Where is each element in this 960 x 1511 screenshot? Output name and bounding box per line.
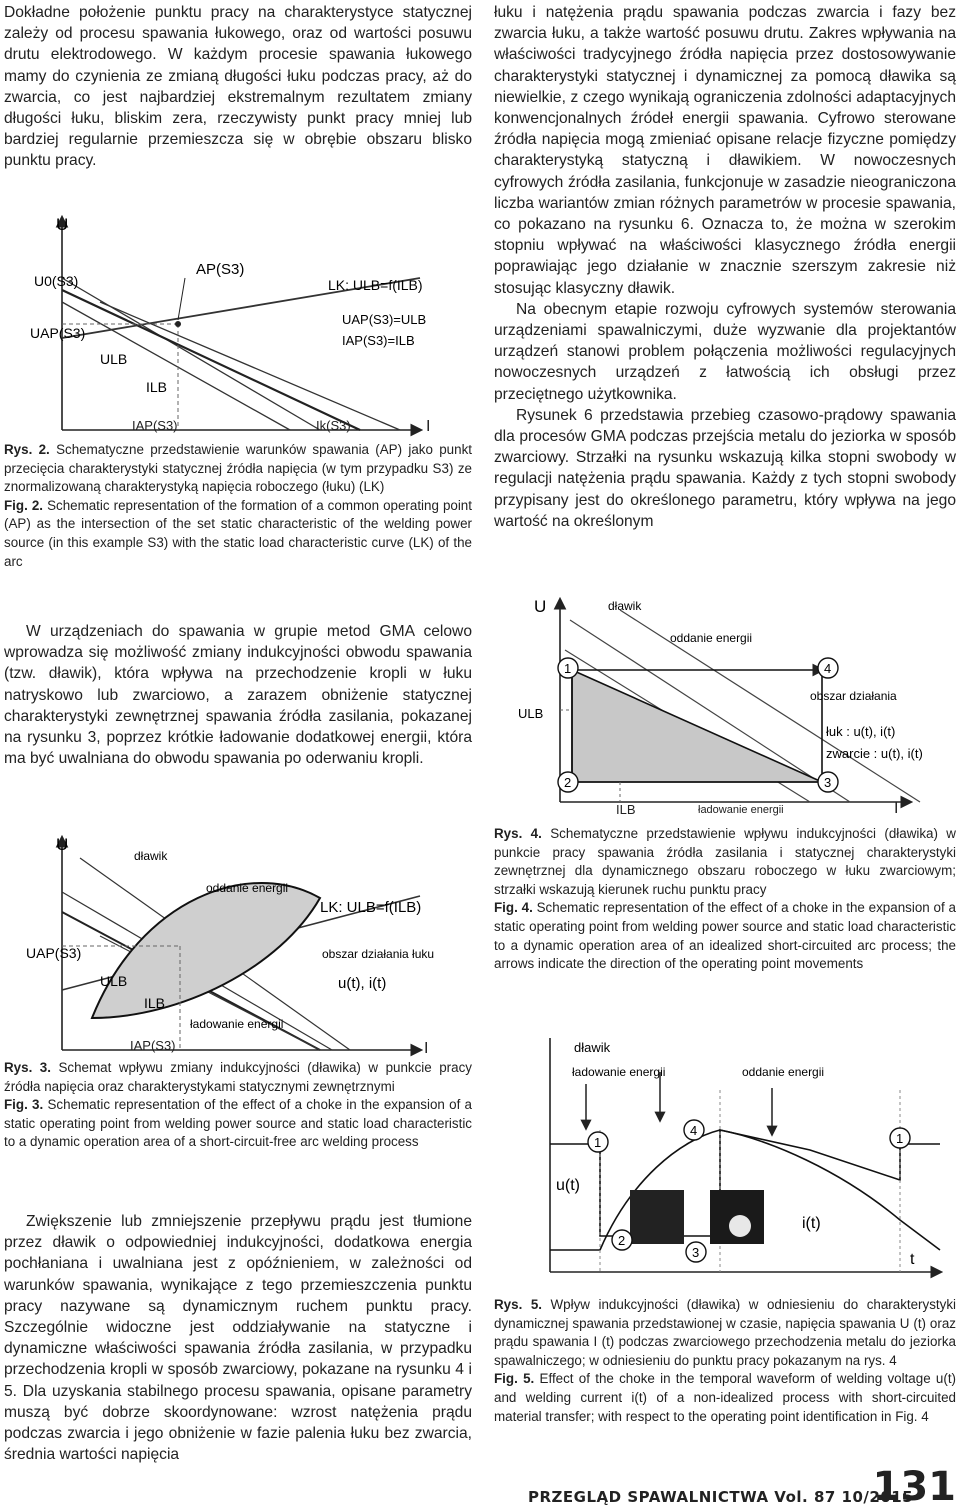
right-paragraph-2: Na obecnym etapie rozwoju cyfrowych systemów sterowania urządzeniami spawalniczymi, duże wyzwanie dla projektantów urządzeń stanowi problem połączenia możliwości regulacyjnych nowoczesnych urządzeń z łatwością ich obsługi przez przeciętnego użytkownika.: [494, 300, 956, 403]
fig4-cap-pl-num: Rys. 4.: [494, 826, 542, 841]
marker-1-text: 1: [594, 1135, 602, 1150]
fig2-cap-pl: Schematyczne przedstawienie warunków spawania (AP) jako punkt przecięcia charakterystyki statycznej źródła napięcia (w tym przypadku S3) ze znormalizowaną charakterystyką napięcia roboczego (łuku) (LK): [4, 442, 472, 495]
label-ulb: ULB: [100, 973, 128, 989]
fig4-cap-pl: Schematyczne przedstawienie wpływu indukcyjności (dławika) w punkcie pracy spawania źródła zasilania i statycznej charakterystyki zewnętrznej dla dynamicznego obszaru roboczego w łuku zwarciowym; strzałki wskazują kierunek ruchu punktu pracy: [494, 826, 956, 897]
operating-point-ap: [175, 321, 181, 327]
label-luk: łuk : u(t), i(t): [826, 724, 896, 739]
label-t: t: [910, 1251, 915, 1268]
fig3-cap-en: Schematic representation of the effect of a choke in the expansion of a static operating point from welding power source and static load characteristic to a dynamic operation area of a short-circuit-free arc welding process: [4, 1097, 472, 1150]
label-uap: UAP(S3): [26, 945, 82, 961]
photo-arc-1: [630, 1190, 684, 1244]
label-zwarcie: zwarcie : u(t), i(t): [826, 746, 923, 761]
fig5-cap-en-num: Fig. 5.: [494, 1371, 535, 1387]
label-u: U: [534, 597, 547, 616]
right-paragraph-3: Rysunek 6 przedstawia przebieg czasowo-prądowy spawania dla procesów GMA podczas przejścia metalu do jeziorka w sposób zwarciowy. Strzałki na rysunku wskazują kilka stopni swobody w regulacji natężenia prądu spawania. Każdy z tych stopni swobody przypisany jest do określonego parametru, który wpływa na jego wartość na określonym: [494, 406, 956, 530]
label-ilb: ILB: [616, 802, 636, 817]
label-ik: Ik(S3): [316, 418, 351, 433]
label-u0: U0(S3): [34, 273, 79, 289]
left-paragraph-1-block: [4, 2, 472, 172]
label-ut: u(t): [556, 1177, 580, 1194]
page-footer: [528, 1464, 958, 1510]
label-it: i(t): [802, 1215, 821, 1232]
left-paragraph-2-block: [4, 621, 472, 769]
label-lk: LK: ULB=f(ILB): [320, 899, 422, 916]
page-number: 131: [872, 1464, 956, 1510]
fig5-cap-pl: Wpływ indukcyjności (dławika) w odniesieniu do charakterystyki dynamicznej spawania przedstawionej w czasie, napięcia spawania U (t) oraz prądu spawania I (t) podczas zwarciowego przechodzenia metalu do jeziorka spawalniczego; w odniesieniu do punktu pracy pokazanym na rys. 4: [494, 1297, 956, 1368]
fig4-caption: [494, 825, 956, 974]
label-lk: LK: ULB=f(ILB): [328, 277, 423, 293]
label-ui: u(t), i(t): [338, 975, 387, 992]
label-u: U: [56, 835, 69, 854]
figure-4-diagram: [510, 590, 955, 820]
fig5-cap-en: Effect of the choke in the temporal waveform of welding voltage u(t) and welding current i(t) of a non-idealized process with short-circuited material transfer; with respect to the operating point identification in Fig. 4: [494, 1371, 956, 1424]
label-ladowanie: ładowanie energii: [572, 1065, 666, 1079]
journal-title: PRZEGLĄD SPAWALNICTWA Vol. 87 10/2015: [528, 1488, 914, 1506]
label-obszar: obszar działania: [810, 689, 897, 703]
label-eq1: UAP(S3)=ULB: [342, 312, 427, 327]
fig2-cap-en: Schematic representation of the formation of a common operating point (AP) as the intersection of the set static characteristic of the welding power source (in this example S3) with the static load characteristic curve (LK) of the arc: [4, 497, 472, 569]
figure-2-diagram: [20, 198, 460, 438]
label-oddanie: oddanie energii: [206, 881, 289, 895]
operation-area-lens: [92, 883, 320, 1018]
label-i: I: [426, 418, 431, 435]
marker-3-text: 3: [692, 1245, 700, 1260]
arc-glow: [729, 1215, 751, 1237]
fig4-cap-en: Schematic representation of the effect of a choke in the expansion of a static operating point from welding power source and static load characteristic to a dynamic operation area of an idealized short-circuited arc process; the arrows indicate the direction of the operating point movements: [494, 900, 956, 972]
fig2-cap-en-num: Fig. 2.: [4, 497, 44, 513]
marker-4-text: 4: [824, 661, 832, 676]
fig3-cap-pl: Schemat wpływu zmiany indukcyjności (dławika) w punkcie pracy źródła napięcia oraz charakterystykami statycznymi zewnętrznymi: [4, 1060, 472, 1094]
fig3-caption: [4, 1059, 472, 1152]
fig5-cap-pl-num: Rys. 5.: [494, 1297, 542, 1312]
fig4-cap-en-num: Fig. 4.: [494, 900, 533, 916]
figure-4: [510, 590, 955, 820]
marker-2-text: 2: [564, 775, 572, 790]
marker-1b-text: 1: [896, 1131, 904, 1146]
marker-1-text: 1: [564, 661, 572, 676]
right-paragraph-1-block: [494, 2, 956, 532]
figure-3: [20, 818, 460, 1058]
fig2-cap-pl-num: Rys. 2.: [4, 442, 50, 457]
label-u: U: [56, 215, 69, 234]
label-ulb: ULB: [518, 706, 544, 721]
left-paragraph-3: Zwiększenie lub zmniejszenie przepływu prądu jest tłumione przez dławik o odpowiedniej indukcyjności, dodatkowa energia pochłaniana i uwalniana jest z opóźnieniem, w zależności od warunków spawania, wynikające z tego przemieszczenia punktu pracy nazywane są dynamicznym ruchem punktu pracy. Szczególnie widoczne jest oddziaływanie na statyczne i dynamiczne właściwości spawania źródła zasilania, w przypadku przechodzenia kropli w sposób zwarciowy, pokazane na rysunku 4 i 5. Dla uzyskania stabilnego procesu spawania, opisane parametry muszą być dobrze skoordynowane: wzrost natężenia prądu podczas zwarcia i jego obniżenie w fazie palenia łuku bez zwarcia, średnia wartości napięcia: [4, 1213, 472, 1464]
fig5-caption: [494, 1296, 956, 1426]
label-ladowanie: ładowanie energii: [698, 804, 784, 816]
left-paragraph-2: W urządzeniach do spawania w grupie metod GMA celowo wprowadza się możliwość zmiany indukcyjności obwodu spawania (tzw. dławik), która wpływa na przechodzenie kropli w łuku natryskowo lub zwarciowo, a zarazem obniżenie statycznej charakterystyki zewnętrznej spawania źródła zasilania, pokazanej na rysunku 3, poprzez krótkie ładowanie dodatkowej energii, która ma być uwalniana do obwodu spawania po oderwaniu kropli.: [4, 623, 472, 768]
label-dlawik: dławik: [608, 599, 642, 613]
label-i: I: [894, 800, 899, 817]
label-ilb: ILB: [146, 379, 168, 395]
label-obszar: obszar działania łuku: [322, 947, 435, 961]
fig3-cap-pl-num: Rys. 3.: [4, 1060, 51, 1075]
fig2-caption: [4, 441, 472, 571]
label-dlawik: dławik: [134, 849, 168, 863]
figure-2: [20, 198, 460, 438]
label-iap: IAP(S3): [130, 1038, 176, 1053]
fig3-cap-en-num: Fig. 3.: [4, 1097, 44, 1113]
left-paragraph-1: Dokładne położenie punktu pracy na charakterystyce statycznej zależy od procesu spawania łukowego, oraz od wartości posuwu drutu elektrodowego. W każdym procesie spawania łukowego mamy do czynienia ze zmianą długości łuku podczas pracy, aż do zwarcia, co jest najbardziej ekstremalnym rezultatem zmiany długości łuku, bliskim zera, rzeczywisty punkt pracy mniej lub bardziej regularnie przemieszcza się w obrębie obszaru blisko punktu pracy.: [4, 4, 472, 170]
left-paragraph-3-block: [4, 1211, 472, 1465]
label-eq2: IAP(S3)=ILB: [342, 333, 415, 348]
label-oddanie: oddanie energii: [742, 1065, 825, 1079]
label-dlawik: dławik: [574, 1040, 611, 1055]
figure-5: [510, 1030, 955, 1290]
label-uap: UAP(S3): [30, 325, 86, 341]
label-iap: IAP(S3): [132, 418, 178, 433]
label-ladowanie: ładowanie energii: [190, 1017, 284, 1031]
label-oddanie: oddanie energii: [670, 631, 753, 645]
marker-4-text: 4: [690, 1123, 698, 1138]
label-ulb: ULB: [100, 351, 128, 367]
label-ap: AP(S3): [196, 261, 245, 278]
right-paragraph-1: łuku i natężenia prądu spawania podczas zwarcia i fazy bez zwarcia łuku, a także wartość posuwu drutu. Zakres wpływania na właściwości tradycyjnego źródła napięcia przez dostosowywanie charakterystyki statycznej i dynamicznej za pomocą dławika są niewielkie, z czego wynikają ograniczenia zdolności adaptacyjnych konwencjonalnych źródeł energii spawania. Cyfrowo sterowane źródła napięcia mogą zmieniać opisane relacje fizyczne pomiędzy charakterystyką statyczną i dławikiem. W nowoczesnych cyfrowych źródła zasilania, funkcjonuje w zasadzie nieograniczona liczba wariantów zmian różnych parametrów w procesie spawania, co pokazano na rysunku 6. Oznacza to, że można w szerokim stopniu wpływać na właściwości klasycznego źródła energii poprawiając jego działanie w znacznie szerszym zakresie niż stosując klasyczny dławik.: [494, 4, 956, 297]
operation-triangle: [572, 670, 822, 782]
marker-3-text: 3: [824, 775, 832, 790]
label-i: I: [424, 1040, 429, 1057]
figure-3-diagram: [20, 818, 460, 1058]
label-ilb: ILB: [144, 995, 166, 1011]
marker-2-text: 2: [618, 1233, 626, 1248]
figure-5-diagram: [510, 1030, 955, 1290]
